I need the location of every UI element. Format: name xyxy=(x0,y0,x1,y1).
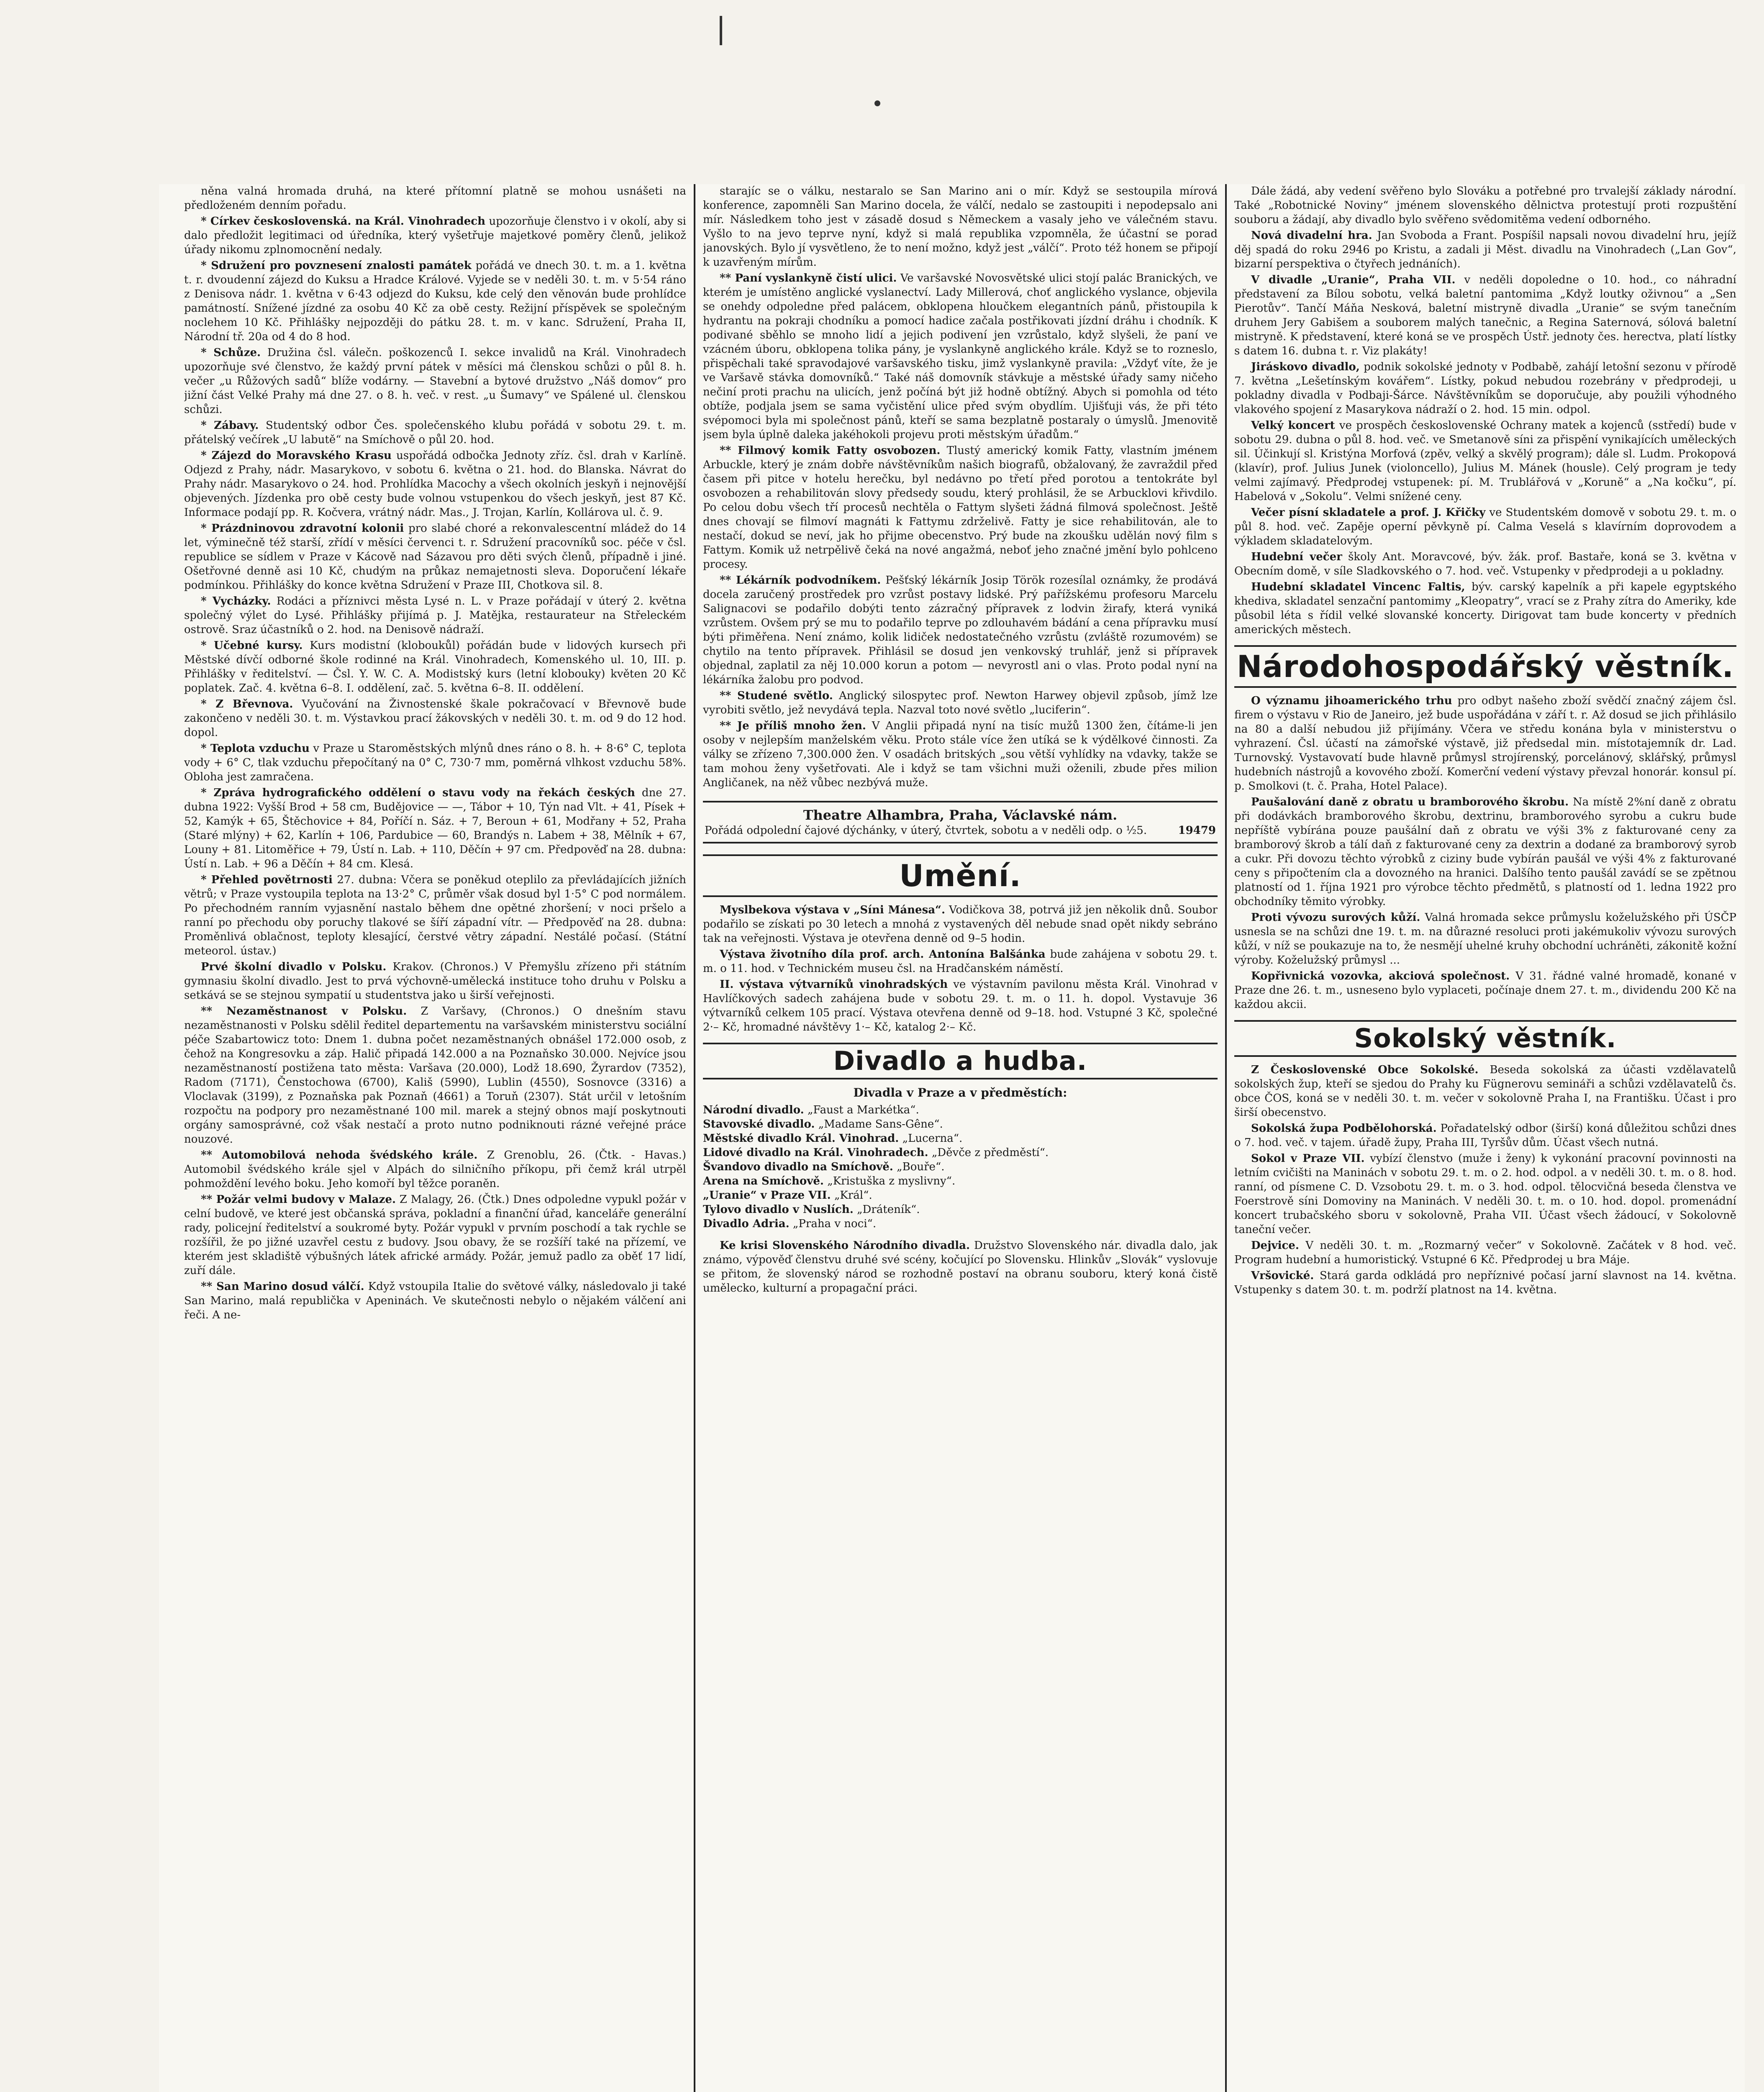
news-paragraph xyxy=(184,786,686,871)
column-right xyxy=(1234,184,1736,2092)
news-text: v Praze u Staroměstských mlýnů dnes ráno o 8. h. + 8·6° C, teplota vody + 6° C, tlak vzduchu přepočítaný na 0° C, 730·7 mm, poměrná vlhkost vzduchu 58%. Obloha jest zamračena. xyxy=(184,742,686,783)
news-lead: * Prázdninovou zdravotní kolonii xyxy=(201,522,404,535)
news-list-left xyxy=(184,184,686,1322)
news-middle-end xyxy=(703,1238,1218,1295)
advertisement-box xyxy=(703,801,1218,843)
news-lead: ** Filmový komik Fatty osvobozen. xyxy=(720,444,941,457)
theatre-listing xyxy=(703,1146,1218,1160)
news-text: Když vstoupila Italie do světové války, následovalo ji také San Marino, malá republička v Apeninách. Ve skutečnosti nebylo o nějakém válčení ani řeči. A ne- xyxy=(184,1280,686,1321)
theatre-name: Stavovské divadlo. xyxy=(703,1118,815,1131)
news-text: Dále žádá, aby vedení svěřeno bylo Slováku a potřebné pro trvalejší základy národní. Také „Robotnické Noviny“ jménem slovenského dělnictva protestují proti rozpuštění souboru a žádají, aby divadlo bylo svěřeno svědomitěma vedení odborného. xyxy=(1234,185,1736,226)
theatre-name: Tylovo divadlo v Nuslích. xyxy=(703,1203,854,1216)
news-paragraph xyxy=(184,449,686,520)
news-lead: Nová divadelní hra. xyxy=(1251,229,1372,242)
news-paragraph xyxy=(184,1192,686,1278)
news-list-middle xyxy=(703,184,1218,790)
theatre-listing xyxy=(703,1160,1218,1174)
news-lead: * Z Břevnova. xyxy=(201,698,293,710)
news-lead: Hudební skladatel Vincenc Faltis, xyxy=(1251,581,1465,593)
news-text: starajíc se o válku, nestaralo se San Marino ani o mír. Když se sestoupila mírová konference, zapomněli San Marino docela, že válčí, nedalo se zastoupiti i nepodepsalo ani mír. Následkem toho jest v zásadě dosud s Německem a vasaly jeho ve válečném stavu. Vyšlo to na jevo teprve nyní, když si malá republika vzpomněla, že účastní se porad janovských. Bylo jí vysvětleno, že to není možno, když jest „válčí“. Proto též honem se připojí k uzavřeným mírům. xyxy=(703,185,1218,269)
ad-body: Pořádá odpolední čajové dýchánky, v úterý, čtvrtek, sobotu a v neděli odp. o ¹⁄₂5. xyxy=(705,824,1147,837)
section-heading-sokol: Sokolský věstník. xyxy=(1234,1020,1736,1057)
theatre-play: „Kristuška z myslivny“. xyxy=(827,1175,956,1187)
news-lead: ** Studené světlo. xyxy=(720,690,833,702)
theatre-name: Divadlo Adria. xyxy=(703,1218,790,1230)
news-text: Valná hromada sekce průmyslu koželužského při ÚSČP usnesla se na schůzi dne 19. t. m. na důrazné resoluci proti jakémukoliv vývozu surových kůží, v níž se poukazuje na to, že nesmějí uhelné kruhy obchodní uchráněti, zákonitě kožní výroby. Koželužský průmysl ... xyxy=(1234,911,1736,967)
news-text: pro slabé choré a rekonvalescentní mládež do 14 let, výminečně též starší, zřídí v měsíci červenci t. r. Sdružení pracovníků soc. péče v čsl. republice se sídlem v Praze v Kácově nad Sázavou pro děti svých členů, případně i jiné. Ošetřovné denně asi 10 Kč, chudým na průkaz nemajetnosti sleva. Doporučení lékaře podmínkou. Přihlášky do konce května Sdružení v Praze III, Chotkova sil. 8. xyxy=(184,522,686,592)
column-middle xyxy=(703,184,1218,2092)
news-lead: * Přehled povětrnosti xyxy=(201,874,333,886)
news-lead: * Teplota vzduchu xyxy=(201,742,310,755)
ad-number: 19479 xyxy=(1178,824,1216,837)
news-paragraph xyxy=(703,719,1218,790)
news-paragraph xyxy=(1234,273,1736,358)
news-lead: Jiráskovo divadlo, xyxy=(1251,361,1360,373)
news-text: pořádá ve dnech 30. t. m. a 1. května t. r. dvoudenní zájezd do Kuksu a Hradce Králové. Vyjede se v neděli 30. t. m. v 5·54 ráno z Denisova nádr. 1. května v 6·43 odjezd do Kuksu, kde celý den věnován bude prohlídce památností. Snížené jízdné za osobu 40 Kč za obě cesty. Režijní příspěvek se společným noclehem 10 Kč. Přihlášky nejpozději do pátku 28. t. m. v kanc. Sdružení, Praha II, Národní tř. 20a od 4 do 8 hod. xyxy=(184,259,686,343)
news-text: ve prospěch československé Ochrany matek a kojenců (sstředí) bude v sobotu 29. dubna o půl 8. hod. več. ve Smetanově síni za přispění vynikajících uměleckých sil. Účinkují sl. Kristýna Morfová (zpěv, velký a skvělý program); dále sl. Ludm. Prokopová (klavír), prof. Julius Junek (violoncello), Julius M. Mánek (housle). Celý program je tedy velmi zajímavý. Předprodej vstupenek: pí. M. Trublářová v „Koruně“ a „Na kočku“, pí. Habelová v „Sokolu“. Velmi snížené ceny. xyxy=(1234,419,1736,503)
news-lead: II. výstava výtvarníků vinohradských xyxy=(720,978,948,991)
section-heading-umeni: Umění. xyxy=(703,854,1218,897)
news-paragraph xyxy=(703,573,1218,687)
news-text: 27. dubna: Včera se poněkud oteplilo za převládajících jižních větrů; v Praze vystoupila teplota na 13·2° C, průměr však dosud byl 1·5° C pod normálem. Po přechodném ranním vyjasnění nastalo během dne opětné zhoršení; v noci pršelo a ranní po přechodu oby poruchy tlakové se šíří západní vítr. — Předpověď na 28. dubna: Proměnlivá oblačnost, teploty klesající, čerstvé větry západní. Nestálé počasí. (Státní meteorol. ústav.) xyxy=(184,874,686,957)
column-rule xyxy=(1225,184,1227,2092)
theatre-play: „Dráteník“. xyxy=(857,1203,920,1216)
news-paragraph xyxy=(184,594,686,637)
news-paragraph xyxy=(1234,360,1736,417)
scan-dot xyxy=(874,100,880,106)
theatre-play: „Lucerna“. xyxy=(902,1132,963,1145)
news-list-right-end xyxy=(1234,969,1736,1012)
theatre-name: Arena na Smíchově. xyxy=(703,1175,824,1187)
news-text: ve výstavním pavilonu města Král. Vinohrad v Havlíčkových sadech zahájena bude v sobotu 29. t. m. o 11. h. dopol. Vystavuje 36 výtvarníků celkem 105 prací. Výstava otevřena denně od 9–18. hod. Vstupné 3 Kč, společné 2·– Kč, hromadné návštěvy 1·– Kč, katalog 2·– Kč. xyxy=(703,978,1218,1033)
news-paragraph xyxy=(1234,184,1736,227)
news-list-sokol xyxy=(1234,1063,1736,1297)
news-paragraph xyxy=(184,1148,686,1191)
news-list-right xyxy=(1234,184,1736,637)
news-lead: V divadle „Uranie“, Praha VII. xyxy=(1251,274,1456,286)
news-text: Stará garda odkládá pro nepříznivé počasí jarní slavnost na 14. května. Vstupenky s datem 30. t. m. podrží platnost na 14. května. xyxy=(1234,1269,1736,1296)
ad-text xyxy=(705,823,1216,838)
news-text: školy Ant. Moravcové, býv. žák. prof. Bastaře, koná se 3. května v Obecním domě, v síle Sladkovského o 7. hod. več. Vstupenky v předprodeji a u pokladny. xyxy=(1234,551,1736,577)
news-lead: Proti vývozu surových kůží. xyxy=(1251,911,1420,924)
news-paragraph xyxy=(1234,1151,1736,1237)
news-text: uspořádá odbočka Jednoty zříz. čsl. drah v Karlíně. Odjezd z Prahy, nádr. Masarykovo, v sobotu 6. května o 21. hod. do Blanska. Návrat do Prahy nádr. Masarykovo o 24. hod. Prohlídka Macochy a všech okolních jeskyň i nejnovější objevených. Jízdenka pro obě cesty bude volnou vstupenkou do všech jeskyň, jest 87 Kč. Informace podají pp. R. Kočvera, vrátný nádr. Mas., J. Trojan, Karlín, Kollárova ul. č. 9. xyxy=(184,449,686,519)
news-paragraph xyxy=(1234,1269,1736,1297)
news-lead: ** Automobilová nehoda švédského krále. xyxy=(201,1149,478,1161)
news-paragraph xyxy=(703,271,1218,442)
news-lead: * Schůze. xyxy=(201,346,261,359)
news-lead: Hudební večer xyxy=(1251,551,1342,563)
theatre-listing xyxy=(703,1103,1218,1117)
news-paragraph xyxy=(703,689,1218,717)
news-text: Družina čsl. válečn. poškozenců I. sekce invalidů na Král. Vinohradech upozorňuje své členstvo, že každý první pátek v měsíci má členskou schůzi o půl 8. h. večer „u Růžových sadů“ blíže vodárny. — Stavební a bytové družstvo „Náš domov“ pro jižní část Velké Prahy má dne 27. o 8. h. več. v rest. „u Šumavy“ ve Spálené ul. členskou schůzi. xyxy=(184,346,686,416)
news-text: Jan Svoboda a Frant. Pospíšil napsali novou divadelní hru, jejíž děj spadá do roku 2946 po Kristu, a zadali ji Měst. divadlu na Vinohradech („Lan Gov“, bizarní perspektiva o čtyřech jednáních). xyxy=(1234,229,1736,270)
news-lead: Paušalování daně z obratu u bramborového škrobu. xyxy=(1251,796,1569,808)
newspaper-page xyxy=(159,184,1745,2092)
news-lead: Kopřivnická vozovka, akciová společnost. xyxy=(1251,970,1510,982)
news-paragraph xyxy=(184,184,686,213)
news-lead: ** Je příliš mnoho žen. xyxy=(720,720,866,732)
theatre-list xyxy=(703,1103,1218,1231)
theatre-listing xyxy=(703,1117,1218,1131)
theatre-name: Národní divadlo. xyxy=(703,1104,804,1116)
news-paragraph xyxy=(1234,1238,1736,1267)
news-paragraph xyxy=(1234,418,1736,504)
theatre-name: Švandovo divadlo na Smíchově. xyxy=(703,1161,893,1173)
news-text: něna valná hromada druhá, na které přítomní platně se mohou usnášeti na předloženém denním pořadu. xyxy=(184,185,686,212)
news-paragraph xyxy=(1234,795,1736,909)
news-paragraph xyxy=(703,903,1218,946)
news-lead: Velký koncert xyxy=(1251,419,1335,432)
section-heading-divadlo: Divadlo a hudba. xyxy=(703,1043,1218,1079)
news-paragraph xyxy=(1234,694,1736,793)
news-text: Na místě 2%ní daně z obratu při dodávkách bramborového škrobu, dextrinu, bramborového syrobu a cukru bude nepříště vybírána pouze paušální daň z obratu ve výši 3% z fakturované ceny za bramborový škrob a tálí daň z fakturované ceny za dextrin a dodané za bramborový syrob a cukr. Při dovozu těchto výrobků z ciziny bude vybírán paušál ve výši 4% z fakturované ceny s připočtením cla a dovozného na hranici. Dalšího tento paušál zavádí se se zpětnou platností od 1. října 1921 pro výrobce těchto předmětů, s platností od 1. ledna 1922 pro obchodníky těmito výrobky. xyxy=(1234,796,1736,908)
news-paragraph xyxy=(1234,550,1736,578)
news-paragraph xyxy=(184,960,686,1002)
news-lead: * Učebné kursy. xyxy=(201,639,303,652)
news-text: vybízí členstvo (muže i ženy) k vykonání pracovní povinnosti na letním cvičišti na Maninách v sobotu 29. t. m. o 2. hod. odpol. a v neděli 30. t. m. o 8. hod. ranní, od písmene C. D. Vzsobotu 29. t. m. o 3. hod. odpol. tělocvičná beseda členstva ve Foerstrově síni Domoviny na Maninách. V neděli 30. t. m. o 10. hod. dopol. promenádní koncert trubačského sboru v sokolovně, Praha VII. Účast všech žádoucí, v Sokolovně taneční večer. xyxy=(1234,1152,1736,1236)
news-paragraph xyxy=(1234,505,1736,548)
news-text: Ve varšavské Novosvětské ulici stojí palác Branických, ve kterém je umístěno anglické vyslanectví. Lady Millerová, choť anglického vyslance, objevila se onehdy odpoledne před palácem, obklopena hloučkem elegantních pánů, přistoupila k hydrantu na pokraji chodníku a pomocí hadice začala postřikovati jízdní dráhu i chodník. K podivané sběhlo se mnoho lidí a jejich podivení jen vzrůstalo, když slyšeli, že paní ve vzácném úboru, obklopena tolika pány, je vyslankyně anglického krále. Když se to rozneslo, přispěchali také spravodajové varšavského tisku, jimž vyslankyně pravila: „Vždyť víte, že je ve Varšavě stávka domovníků.“ Také náš domovník stávkuje a městské úřady samy ničeho nečiní proti prachu na ulicích, jenž počíná být již hodně obtížný. Abych si pomohla od této obtíže, podjala jsem se sama vyčistění ulice před svým obydlím. Ujišťuji vás, že při této svépomoci byla mi společnost pánů, kteří se sama bezplatně postaraly o úmyslů. Jmenovitě jsem byla úplně daleka jakéhokoli projevu proti městským úřadům.“ xyxy=(703,272,1218,441)
news-lead: ** Paní vyslankyně čistí ulici. xyxy=(720,272,897,285)
news-paragraph xyxy=(184,214,686,257)
theatre-name: Městské divadlo Král. Vinohrad. xyxy=(703,1132,899,1145)
news-paragraph xyxy=(184,873,686,958)
news-lead: Z Československé Obce Sokolské. xyxy=(1251,1064,1479,1076)
news-paragraph xyxy=(184,346,686,417)
news-lead: Prvé školní divadlo v Polsku. xyxy=(201,961,387,973)
news-text: V Anglii připadá nyní na tisíc mužů 1300 žen, čítáme-li jen osoby v nejlepším manželském věku. Proto stále více žen utíká se k výdělkové činnosti. Za války se zřízeno 7,300.000 žen. V osadách britských „sou větší vyhlídky na vdavky, takže se tam mohou ženy vyšetřovati. Ale i když se tam všichni muži oženili, zbude přes milion Angličanek, na něž vůbec nezbývá muže. xyxy=(703,720,1218,789)
news-paragraph xyxy=(1234,1121,1736,1150)
theatre-name: Lidové divadlo na Král. Vinohradech. xyxy=(703,1146,928,1159)
news-paragraph xyxy=(1234,228,1736,271)
ad-title: Theatre Alhambra, Praha, Václavské nám. xyxy=(803,807,1118,823)
news-list-economy xyxy=(1234,694,1736,967)
theatre-play: „Děvče z předměstí“. xyxy=(931,1146,1049,1159)
news-lead: ** Požár velmi budovy v Malaze. xyxy=(201,1193,396,1206)
news-lead: Ke krisi Slovenského Národního divadla. xyxy=(720,1239,970,1252)
news-paragraph xyxy=(1234,1063,1736,1120)
theatre-listing xyxy=(703,1217,1218,1231)
news-lead: Sokol v Praze VII. xyxy=(1251,1152,1365,1165)
news-paragraph xyxy=(703,1238,1218,1295)
news-text: Z Grenoblu, 26. (Čtk. - Havas.) Automobil švédského krále sjel v Alpách do silničního příkopu, při čemž král utrpěl pohmoždění levého boku. Jeho komoří byl těžce poraněn. xyxy=(184,1149,686,1190)
column-left xyxy=(184,184,686,2092)
news-text: V neděli 30. t. m. „Rozmarný večer“ v Sokolovně. Začátek v 8 hod. več. Program hudební a humoristický. Vstupné 6 Kč. Předprodej u bra Máje. xyxy=(1234,1239,1736,1266)
news-paragraph xyxy=(184,1279,686,1322)
news-lead: * Zájezd do Moravského Krasu xyxy=(201,449,392,462)
news-lead: * Zábavy. xyxy=(201,419,259,432)
section-heading-hospodarsky: Národohospodářský věstník. xyxy=(1234,645,1736,688)
news-lead: Večer písní skladatele a prof. J. Křičky xyxy=(1251,506,1486,519)
news-paragraph xyxy=(184,1004,686,1146)
theatre-listing xyxy=(703,1188,1218,1202)
news-text: býv. carský kapelník a při kapele egyptského khediva, skladatel senzační pantomimy „Kleopatry“, vrací se z Prahy zítra do Ameriky, kde působil léta s řídil velké slovanské koncerty. Dirigovat tam bude koncerty v předních amerických městech. xyxy=(1234,581,1736,636)
news-lead: ** Nezaměstnanost v Polsku. xyxy=(201,1005,407,1018)
theatre-subheading: Divadla v Praze a v předměstích: xyxy=(853,1086,1067,1100)
theatre-play: „Faust a Markétka“. xyxy=(807,1104,919,1116)
news-paragraph xyxy=(184,697,686,740)
theatre-listing xyxy=(703,1174,1218,1188)
news-paragraph xyxy=(184,259,686,344)
news-paragraph xyxy=(184,418,686,447)
news-paragraph xyxy=(1234,580,1736,637)
theatre-play: „Madame Sans-Gêne“. xyxy=(818,1118,943,1131)
news-text: Tlustý americký komik Fatty, vlastním jménem Arbuckle, který je znám dobře návštěvníkům našich biografů, obžalovaný, že zavraždil před časem při pitce v hotelu herečku, byl nedávno po třetí před porotou a tentokráte byl osvobozen a rehabilitován slovy předsedy soudu, který prohlásil, že se Arbucklovi křivdilo. Po celou dobu všech tří procesů nechtěla o Fattym slyšeti žádná filmová společnost. Ještě dnes chovají se filmoví magnáti k Fattymu zdrželivě. Fatty je sice rehabilitován, ale to nestačí, dokud se neví, jak ho přijme obecenstvo. Prý bude na zkoušku udělán nový film s Fattym. Komik už netrpělivě čeká na nové angažmá, neboť jeho značné jmění bylo pohlceno procesy. xyxy=(703,444,1218,571)
news-lead: Dejvice. xyxy=(1251,1239,1299,1252)
news-text: Pešťský lékárník Josip Török rozesílal oznámky, že prodává docela zaručený prostředek pro vzrůst postavy lidské. Prý pařížskému profesoru Marcelu Salignacovi se podařilo dobýti tento zázračný přípravek z lodvin žirafy, která vyniká vzrůstem. Ovšem prý se mu to podařilo teprve po zdlouhavém bádání a cena přípravku musí býti přiměřena. Není známo, kolik lidiček nedostatečného vzrůstu (zvláště rozumovém) se chytilo na tento přípravek. Přihlásil se dosud jen venkovský truhlář, jenž si přípravek objednal, zaplatil za něj 10.000 korun a potom — nevyrostl ani o vlas. Proto podal nyní na lékárníka žalobu pro podvod. xyxy=(703,574,1218,686)
news-text: dne 27. dubna 1922: Vyšší Brod + 58 cm, Budějovice — —, Tábor + 10, Týn nad Vlt. + 41, Písek + 52, Kamýk + 65, Štěchovice + 84, Poříčí n. Sáz. + 7, Beroun + 61, Modřany + 52, Praha (Staré mlýny) + 62, Karlín + 106, Pardubice — 60, Brandýs n. Labem + 38, Mělník + 67, Louny + 81. Litoměřice + 79, Ústí n. Lab. + 110, Děčín + 97 cm. Předpověď na 28. dubna: Ústí n. Lab. + 96 a Děčín + 84 cm. Klesá. xyxy=(184,787,686,870)
news-paragraph xyxy=(703,977,1218,1034)
news-text: Z Varšavy, (Chronos.) O dnešním stavu nezaměstnanosti v Polsku sdělil ředitel departementu na varšavském ministerstvu sociální péče Szabartowicz toto: Dnem 1. dubna počet nezaměstnaných obnášel 172.000 osob, z čehož na Kongresovku a záp. Halič připadá 142.000 a na Poznaňsko 30.000. Nejvíce jsou nezaměstnaností postižena tato města: Varšava (20.000), Lodž 18.690, Žyrardov (7352), Radom (7171), Čenstochowa (6700), Kališ (5990), Lublin (4550), Sosnovce (3316) a Vloclavak (3199), z Poznaňska pak Poznaň (4661) a Toruň (2307). Stát určil v letošním rozpočtu na podpory pro nezaměstnané 100 mil. marek a stejný obnos mají poskytnouti orgány samosprávné, což však nestačí a proto nutno podniknouti rázné veřejné práce nouzové. xyxy=(184,1005,686,1146)
news-lead: * Církev československá. na Král. Vinohradech xyxy=(201,215,485,228)
news-paragraph xyxy=(703,947,1218,976)
theatre-play: „Praha v noci“. xyxy=(792,1218,877,1230)
news-lead: Myslbekova výstava v „Síni Mánesa“. xyxy=(720,904,946,916)
news-paragraph xyxy=(703,444,1218,572)
news-text: V 31. řádné valné hromadě, konané v Praze dne 26. t. m., usneseno bylo vyplaceti, počínaje dnem 27. t. m., dividendu 200 Kč na každou akcii. xyxy=(1234,970,1736,1011)
news-lead: * Sdružení pro povznesení znalosti památek xyxy=(201,259,472,272)
news-lead: * Zpráva hydrografického oddělení o stavu vody na řekách českých xyxy=(201,787,635,799)
scan-mark-top xyxy=(720,16,722,45)
news-text: upozorňuje členstvo i v okolí, aby si dalo předložit legitimaci od úředníka, který vyšetřuje majetkové poměry členů, jelikož úřady nikomu zplnomocnění nedaly. xyxy=(184,215,686,256)
theatre-name: „Uranie“ v Praze VII. xyxy=(703,1189,831,1202)
news-text: Vyučování na Živnostenské škale pokračovací v Břevnově bude zakončeno v neděli 30. t. m. Výstavkou prací žákovských v neděli 30. t. m. od 9 do 12 hod. dopol. xyxy=(184,698,686,739)
news-text: ve Studentském domově v sobotu 29. t. m. o půl 8. hod. več. Zapěje operní pěvkyně pí. Calma Veselá s klavírním doprovodem a výkladem skladatelovým. xyxy=(1234,506,1736,547)
news-lead: O významu jihoamerického trhu xyxy=(1251,695,1452,707)
news-text: podnik sokolské jednoty v Podbabě, zahájí letošní sezonu v přírodě 7. května „Lešetínským kovářem“. Lístky, pokud nebudou rozebrány v předprodeji, u pokladny divadla v Podbaji-Šárce. Návštěvníkům se doporučuje, aby použili výhodného vlakového spojení z Masarykova nádraží o 2. hod. 15 min. odpol. xyxy=(1234,361,1736,416)
news-lead: Sokolská župa Podbělohorská. xyxy=(1251,1122,1437,1135)
news-text: Pořadatelský odbor (širší) koná důležitou schůzi dnes o 7. hod. več. v tajem. úřadě župy, Praha III, Tyršův dům. Účast všech nutná. xyxy=(1234,1122,1736,1149)
news-paragraph xyxy=(1234,910,1736,967)
news-text: v neděli dopoledne o 10. hod., co náhradní představení za Bílou sobotu, velká baletní pantomima „Když loutky oživnou“ a „Sen Pierotův“. Tančí Máňa Nesková, baletní mistryně divadla „Uranie“ se svým tanečním druhem Jery Gabišem a souborem malých tanečnic, a Regina Saternová, sólová baletní mistryně. K představení, které koná se ve prospěch Ústř. jednoty čes. herectva, platí lístky s datem 16. dubna t. r. Viz plakáty! xyxy=(1234,274,1736,357)
news-text: Vodičkova 38, potrvá již jen několik dnů. Soubor podařilo se získati po 30 letech a mnohá z vystavených děl nebude snad opět nikdy sebráno tak na veřejnosti. Výstava je otevřena denně od 9–5 hodin. xyxy=(703,904,1218,945)
theatre-listing xyxy=(703,1131,1218,1146)
news-text: Studentský odbor Čes. společenského klubu pořádá v sobotu 29. t. m. přátelský večírek „U labutě“ na Smíchově o půl 20. hod. xyxy=(184,419,686,446)
news-text: Kurs modistní (kloboukůl) pořádán bude v lidových kursech při Městské dívčí odborné škole rodinné na Král. Vinohradech, Komenského ul. 10, III. p. Přihlášky v ředitelství. — Čsl. Y. W. C. A. Modistský kurs (letní klobouky) květen 20 Kč poplatek. Zač. 4. května 6–8. I. oddělení, zač. 5. května 6–8. II. oddělení. xyxy=(184,639,686,695)
news-paragraph xyxy=(184,741,686,784)
news-lead: Výstava životního díla prof. arch. Antonína Balšánka xyxy=(720,948,1046,961)
news-text: bude zahájena v sobotu 29. t. m. o 11. hod. v Technickém museu čsl. na Hradčanském náměstí. xyxy=(703,948,1218,975)
news-lead: ** Lékárník podvodníkem. xyxy=(720,574,881,587)
news-text: Anglický silospytec prof. Newton Harwey objevil způsob, jímž lze vyrobiti světlo, jež nevydává tepla. Nazval toto nové světlo „luciferin“. xyxy=(703,690,1218,716)
column-rule xyxy=(694,184,695,2092)
theatre-play: „Král“. xyxy=(834,1189,872,1202)
news-lead: * Vycházky. xyxy=(201,595,271,608)
news-list-umeni xyxy=(703,903,1218,1034)
theatre-listing xyxy=(703,1202,1218,1217)
theatre-play: „Bouře“. xyxy=(897,1161,945,1173)
news-text: Beseda sokolská za účasti vzdělavatelů sokolských žup, kteří se sjedou do Prahy ku Fügnerovu semináři a schůzi vzdělavatelů čs. obce ČOS, koná se v neděli 30. t. m. večer v sokolovně Praha I, na Františku. Účast i pro širší obecenstvo. xyxy=(1234,1064,1736,1119)
news-paragraph xyxy=(184,638,686,695)
news-paragraph xyxy=(703,184,1218,269)
news-text: pro odbyt našeho zboží svědčí značný zájem čsl. firem o výstavu v Rio de Janeiro, jež bude uspořádána v září t. r. Až dosud se jich přihlásilo na 80 a další nebudou již přijímány. Včera ve středu konána byla v ministerstvu o vyhrazení. Čsl. účastí na zámořské výstavě, již předsedal min. místotajemník dr. Lad. Turnovský. Vystavovatí bude hlavně průmysl strojírenský, porcelánový, sklářský, průmysl hudebních nástrojů a kovového zboží. Komerční vedení výstavy převzal honorár. konsul pí. p. Smolkovi (t. č. Praha, Hotel Palace). xyxy=(1234,695,1736,792)
news-paragraph xyxy=(184,521,686,592)
news-text: Krakov. (Chronos.) V Přemyšlu zřízeno při státním gymnasiu školní divadlo. Jest to prvá výchovně-umělecká instituce toho druhu v Polsku a setkává se se stejnou sympatií u studentstva jako u širší veřejnosti. xyxy=(184,961,686,1002)
news-text: Z Malagy, 26. (Čtk.) Dnes odpoledne vypukl požár v celní budově, ve které jest občanská správa, pokladní a finanční úřad, kanceláře generální rady, policejní ředitelství a soukromé byty. Požár vypukl v prvním poschodí a tak rychle se rozšířil, že po jižné uzavřel cestu z budovy. Jsou obavy, že se rozšíří také na přízemí, ve kterém jest skladiště výbušných látek africké armády. Požár, jemuž padlo za oběť 17 lidí, zuří dále. xyxy=(184,1193,686,1277)
news-lead: ** San Marino dosud válčí. xyxy=(201,1280,364,1293)
news-lead: Vršovické. xyxy=(1251,1269,1314,1282)
news-paragraph xyxy=(1234,969,1736,1012)
news-text: Rodáci a příznivci města Lysé n. L. v Praze pořádají v úterý 2. května společný výlet do Lysé. Přihlášky přijímá p. J. Matějka, restaurateur na Střeleckém ostrově. Sraz účastníků o 2. hod. na Denisově nádraží. xyxy=(184,595,686,636)
news-text: Družstvo Slovenského nár. divadla dalo, jak známo, výpověď členstvu druhé své scény, kočující po Slovensku. Hlinkův „Slovák“ vyslovuje se přitom, že slovenský národ se rozhodně postaví na obranu souboru, který koná čistě umělecko, kulturní a propagační práci. xyxy=(703,1239,1218,1295)
